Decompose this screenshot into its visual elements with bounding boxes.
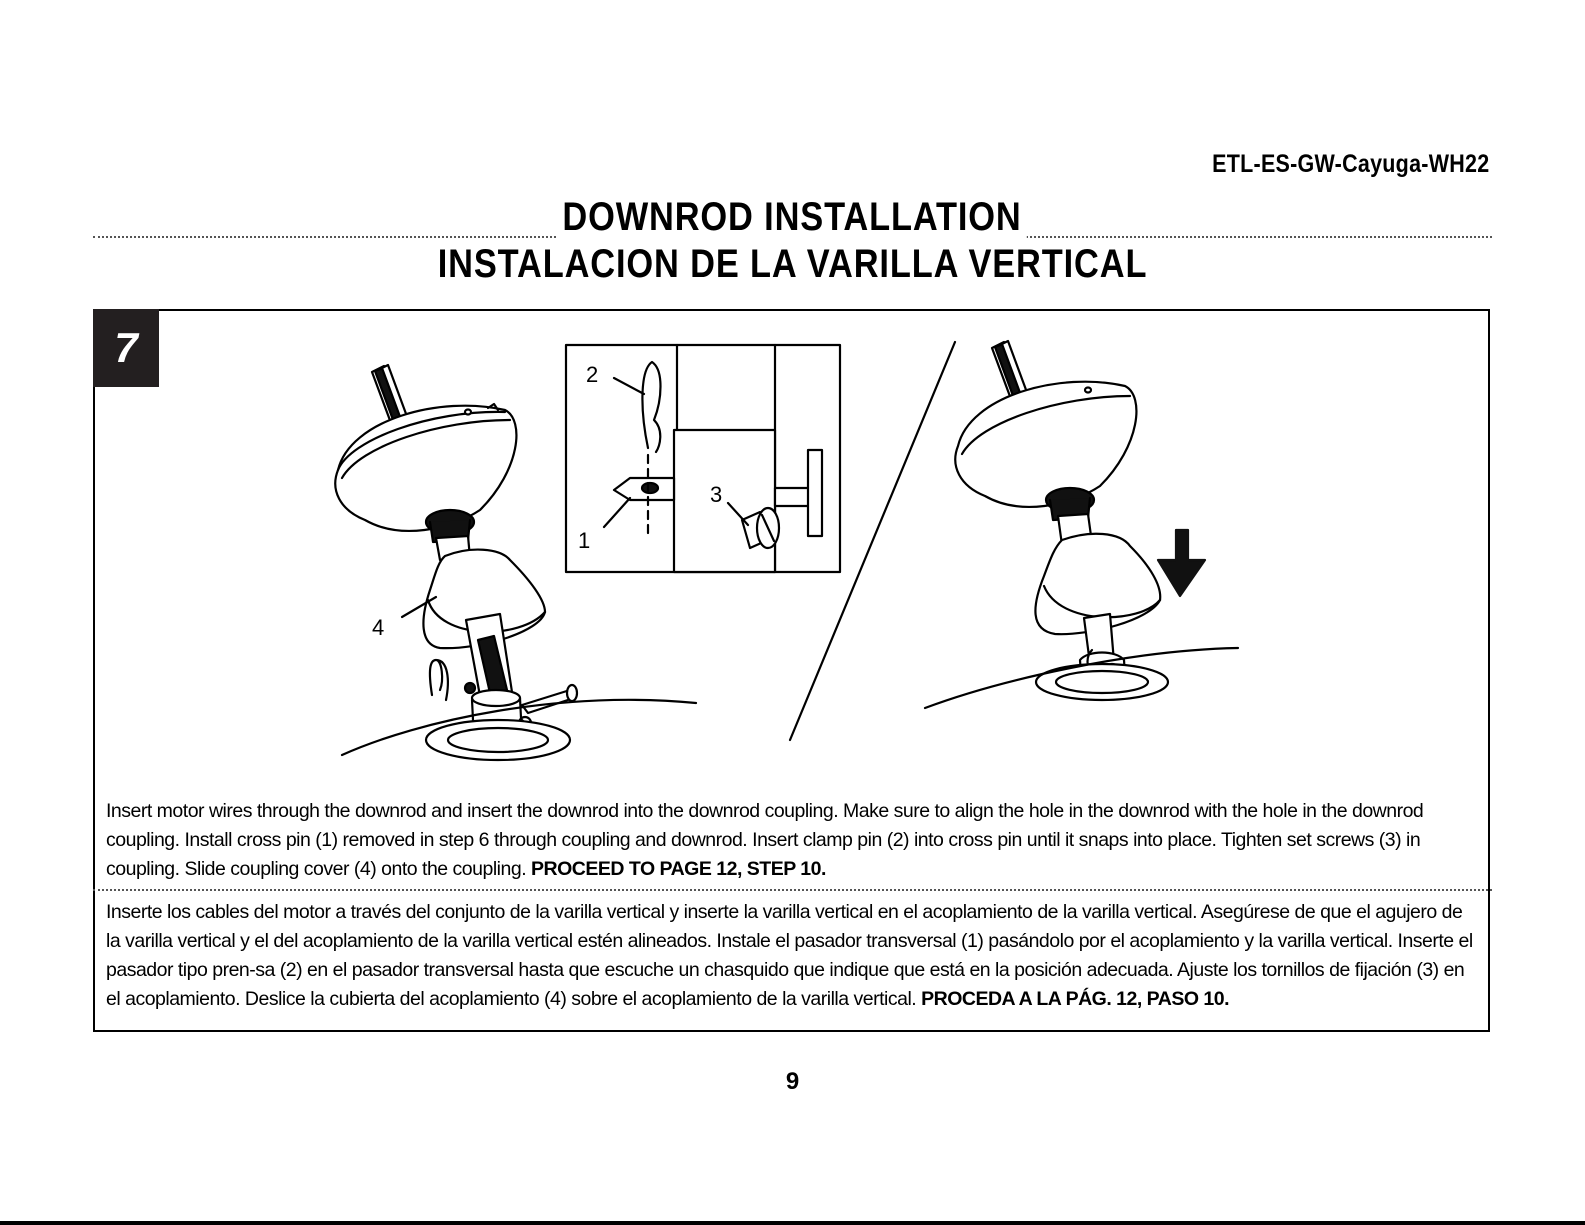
down-arrow-icon [1158, 530, 1205, 596]
step-number-badge: 7 [93, 309, 159, 387]
page-title-es: INSTALACION DE LA VARILLA VERTICAL [0, 242, 1585, 286]
right-assembly-figure [925, 341, 1238, 708]
bottom-rule [0, 1221, 1585, 1225]
page-title-en: DOWNROD INSTALLATION [0, 195, 1585, 239]
detail-inset [566, 345, 840, 572]
instructions-es-emphasis: PROCEDA A LA PÁG. 12, PASO 10. [921, 988, 1230, 1010]
instructions-es [106, 898, 1476, 1014]
instructions-en [106, 797, 1476, 884]
callout-2: 2 [586, 362, 599, 387]
callout-3: 3 [710, 482, 723, 507]
callout-1: 1 [578, 528, 591, 553]
instructions-en-emphasis: PROCEED TO PAGE 12, STEP 10. [531, 858, 826, 880]
callout-4: 4 [372, 615, 385, 640]
instructions-en-body: Insert motor wires through the downrod and insert the downrod into the downrod coupling. Make sure to align the hole in the downrod with the hole in the downrod coupling. Install cross pin (1) removed in step 6 through coupling and downrod. Insert clamp pin (2) into cross pin until it snaps into place. Tighten set screws (3) in coupling. Slide coupling cover (4) onto the coupling. [106, 800, 1424, 880]
page-number: 9 [785, 1068, 800, 1095]
instructions-es-body: Inserte los cables del motor a través del conjunto de la varilla vertical y inserte la varilla vertical en el acoplamiento de la varilla vertical. Asegúrese de que el agujero de la varilla vertical y el del acoplamiento de la varilla vertical estén alineados. Instale el pasador transversal (1) pasándolo por el acoplamiento y la varilla vertical. Inserte el pasador tipo pren-sa (2) en el pasador transversal hasta que escuche un chasquido que indique que está en la posición adecuada. Ajuste los tornillos de fijación (3) en el acoplamiento. Deslice la cubierta del acoplamiento (4) sobre el acoplamiento de la varilla vertical. [106, 901, 1473, 1010]
model-number: ETL-ES-GW-Cayuga-WH22 [1211, 150, 1489, 178]
language-divider [93, 889, 1492, 891]
